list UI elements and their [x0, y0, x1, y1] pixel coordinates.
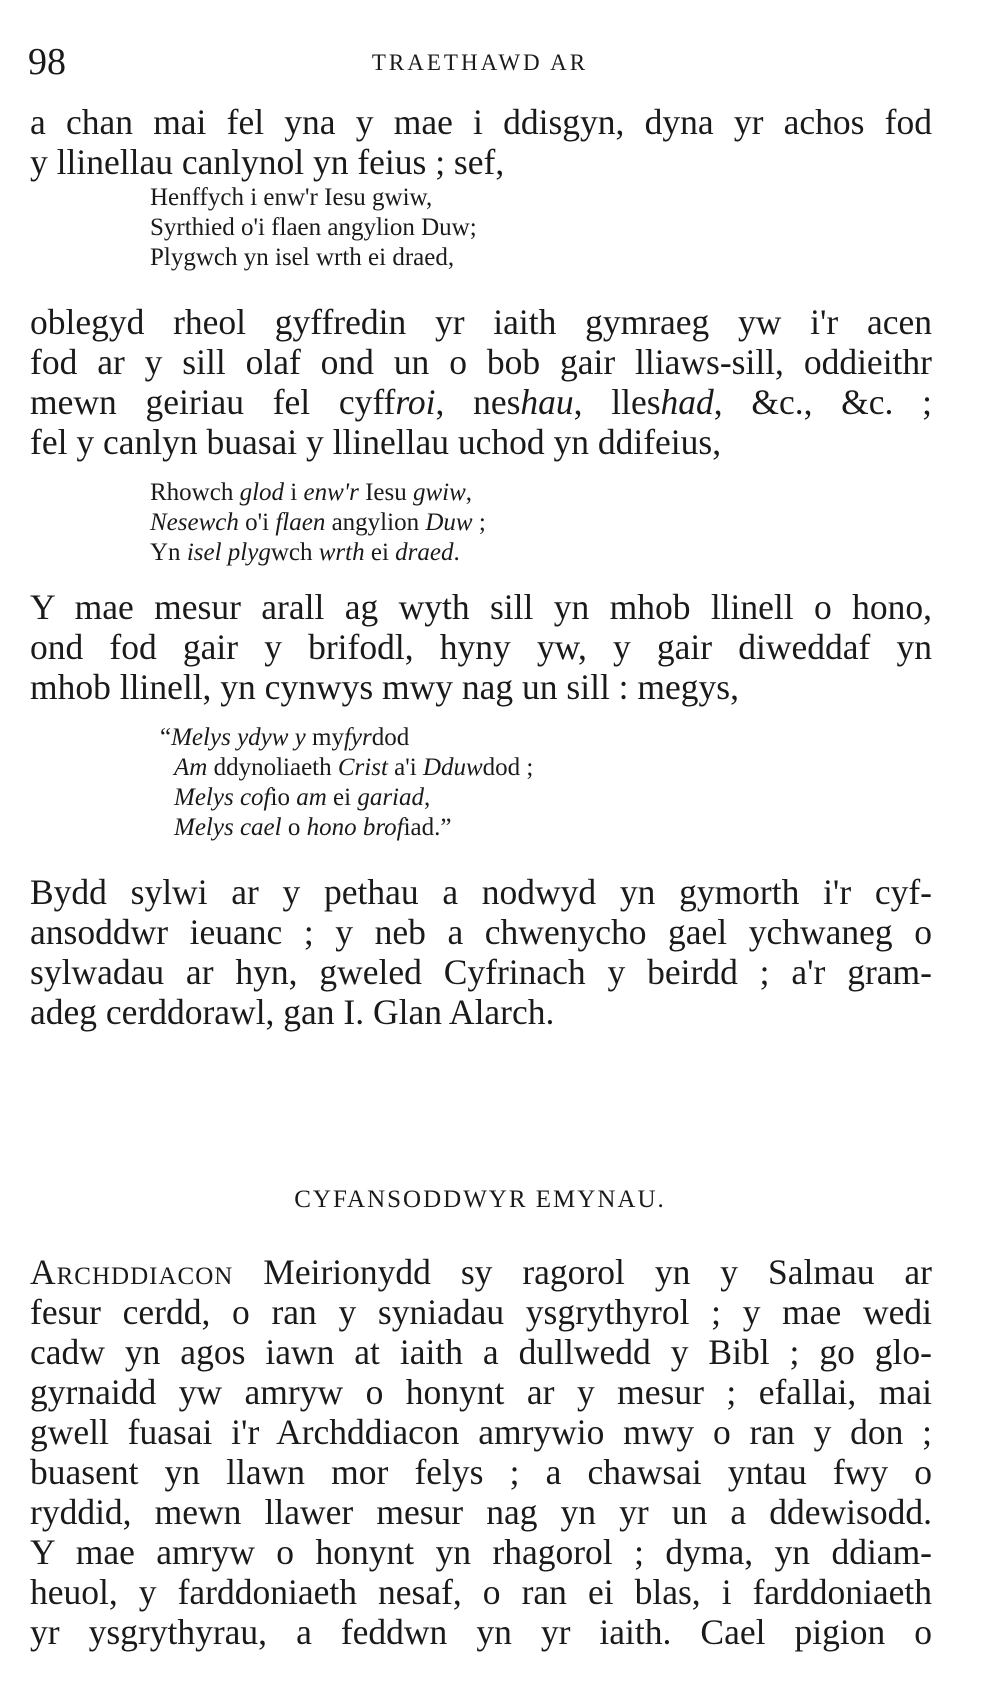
section-line-1: Archddiacon Meirionydd sy ragorol yn y Salmau ar — [30, 1252, 932, 1292]
para3-line-1: Y mae mesur arall ag wyth sill yn mhob llinell o hono, — [30, 587, 932, 627]
para2-line-3: mewn geiriau fel cyffroi, neshau, lleshad, &c., &c. ; — [30, 382, 932, 422]
verse1-line-2: Syrthied o'i flaen angylion Duw; — [150, 214, 477, 241]
section-line-5: gwell fuasai i'r Archddiacon amrywio mwy o ran y don ; — [30, 1412, 932, 1452]
para2-line-4: fel y canlyn buasai y llinellau uchod yn ddifeius, — [30, 422, 722, 462]
section-line-2: fesur cerdd, o ran y syniadau ysgrythyrol ; y mae wedi — [30, 1292, 932, 1332]
para2-line-1: oblegyd rheol gyffredin yr iaith gymraeg yw i'r acen — [30, 302, 932, 342]
para4-line-1: Bydd sylwi ar y pethau a nodwyd yn gymorth i'r cyf- — [30, 872, 932, 912]
para2-line-2: fod ar y sill olaf ond un o bob gair lliaws-sill, oddieithr — [30, 342, 932, 382]
para3-line-2: ond fod gair y brifodl, hyny yw, y gair diweddaf yn — [30, 627, 932, 667]
verse3-line-2: Am ddynoliaeth Crist a'i Dduwdod ; — [174, 754, 534, 781]
para4-line-4: adeg cerddorawl, gan I. Glan Alarch. — [30, 992, 555, 1032]
para1-line-1: a chan mai fel yna y mae i ddisgyn, dyna yr achos fod — [30, 102, 932, 142]
verse2-line-1: Rhowch glod i enw'r Iesu gwiw, — [150, 479, 473, 506]
section-line-6: buasent yn llawn mor felys ; a chawsai yntau fwy o — [30, 1452, 932, 1492]
verse2-line-2: Nesewch o'i flaen angylion Duw ; — [150, 509, 486, 536]
verse1-line-3: Plygwch yn isel wrth ei draed, — [150, 244, 455, 271]
para3-line-3: mhob llinell, yn cynwys mwy nag un sill : megys, — [30, 667, 739, 707]
section-line-8: Y mae amryw o honynt yn rhagorol ; dyma, yn ddiam- — [30, 1532, 932, 1572]
para1-line-2: y llinellau canlynol yn feius ; sef, — [30, 142, 505, 182]
section-line-7: ryddid, mewn llawer mesur nag yn yr un a ddewisodd. — [30, 1492, 932, 1532]
para4-line-2: ansoddwr ieuanc ; y neb a chwenycho gael ychwaneg o — [30, 912, 932, 952]
opening-word: Archddiacon — [30, 1252, 234, 1292]
verse2-line-3: Yn isel plygwch wrth ei draed. — [150, 539, 460, 566]
section-line-9: heuol, y farddoniaeth nesaf, o ran ei blas, i farddoniaeth — [30, 1572, 932, 1612]
running-head: TRAETHAWD AR — [371, 50, 589, 75]
page-number: 98 — [28, 41, 66, 83]
verse3-line-4: Melys cael o hono brofiad.” — [174, 814, 452, 841]
section-line-4: gyrnaidd yw amryw o honynt ar y mesur ; efallai, mai — [30, 1372, 932, 1412]
section-title: CYFANSODDWYR EMYNAU. — [294, 1186, 666, 1213]
para4-line-3: sylwadau ar hyn, gweled Cyfrinach y beirdd ; a'r gram- — [30, 952, 932, 992]
verse3-line-3: Melys cofio am ei gariad, — [174, 784, 431, 811]
section-line-3: cadw yn agos iawn at iaith a dullwedd y Bibl ; go glo- — [30, 1332, 932, 1372]
page-header — [28, 40, 932, 84]
section-line-10: yr ysgrythyrau, a feddwn yn yr iaith. Cael pigion o — [30, 1612, 932, 1652]
verse1-line-1: Henffych i enw'r Iesu gwiw, — [150, 184, 433, 211]
verse3-line-1: “Melys ydyw y myfyrdod — [160, 724, 410, 751]
